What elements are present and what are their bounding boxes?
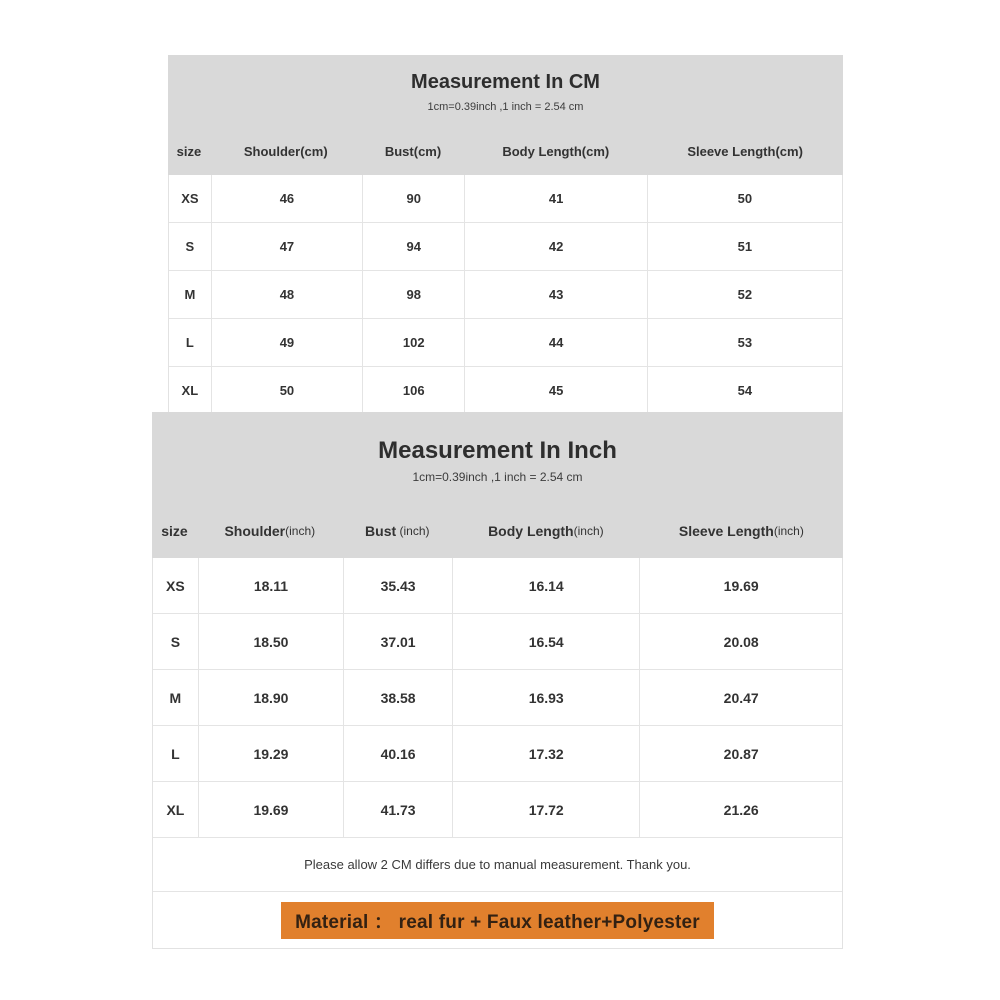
inch-column-header-body-length bbox=[452, 523, 640, 539]
inch-column-header-shoulder bbox=[197, 523, 343, 539]
cm-table-header bbox=[168, 55, 843, 175]
value-cell: 19.69 bbox=[639, 558, 842, 613]
cm-table-body bbox=[168, 175, 843, 415]
size-cell: M bbox=[184, 287, 196, 302]
cm-column-header-size bbox=[168, 144, 210, 159]
value-cell: 90 bbox=[362, 175, 464, 222]
value-cell: 18.90 bbox=[198, 670, 343, 725]
value-cell: 98 bbox=[362, 271, 464, 318]
size-cell: L bbox=[171, 745, 180, 762]
inch-table-subtitle: 1cm=0.39inch ,1 inch = 2.54 cm bbox=[412, 470, 583, 484]
material-banner: Material ： real fur + Faux leather+Polyester bbox=[281, 902, 714, 939]
value-cell: 53 bbox=[647, 319, 842, 366]
inch-table-header bbox=[152, 412, 843, 558]
value-cell: 49 bbox=[211, 319, 362, 366]
value-cell: 41 bbox=[464, 175, 646, 222]
inch-column-header-sleeve-length bbox=[640, 523, 843, 539]
cm-column-header-row bbox=[168, 136, 843, 166]
table-row-m bbox=[153, 669, 842, 725]
value-cell: 17.72 bbox=[452, 782, 639, 837]
cm-table-title: Measurement In CM bbox=[411, 71, 600, 93]
value-cell: 45 bbox=[464, 367, 646, 414]
table-row-l bbox=[153, 725, 842, 781]
column-label: Body Length bbox=[502, 143, 582, 159]
column-label: Bust bbox=[365, 523, 397, 539]
column-label: Shoulder bbox=[224, 523, 286, 539]
cm-column-header-body-length bbox=[464, 144, 647, 159]
table-row-s bbox=[153, 613, 842, 669]
value-cell: 50 bbox=[211, 367, 362, 414]
inch-column-header-bust bbox=[343, 523, 452, 539]
column-unit: (cm) bbox=[300, 143, 328, 159]
value-cell: 18.50 bbox=[198, 614, 343, 669]
value-cell: 40.16 bbox=[343, 726, 452, 781]
value-cell: 43 bbox=[464, 271, 646, 318]
value-cell: 20.08 bbox=[639, 614, 842, 669]
table-row-xs bbox=[153, 558, 842, 613]
value-cell: 51 bbox=[647, 223, 842, 270]
value-cell: 44 bbox=[464, 319, 646, 366]
inch-measurement-table bbox=[152, 412, 843, 949]
cm-measurement-table bbox=[168, 55, 843, 415]
value-cell: 54 bbox=[647, 367, 842, 414]
column-label: size bbox=[176, 143, 202, 159]
cm-column-header-bust bbox=[362, 144, 465, 159]
table-row-l bbox=[169, 318, 842, 366]
value-cell: 50 bbox=[647, 175, 842, 222]
column-unit: (cm) bbox=[775, 143, 803, 159]
column-unit: (inch) bbox=[573, 524, 604, 538]
value-cell: 17.32 bbox=[452, 726, 639, 781]
column-label: Sleeve Length bbox=[678, 523, 774, 539]
value-cell: 20.47 bbox=[639, 670, 842, 725]
value-cell: 41.73 bbox=[343, 782, 452, 837]
inch-table-body bbox=[152, 558, 843, 949]
value-cell: 16.93 bbox=[452, 670, 639, 725]
size-cell: L bbox=[185, 335, 194, 350]
table-row-s bbox=[169, 222, 842, 270]
table-row-xl bbox=[169, 366, 842, 414]
column-unit: (inch) bbox=[285, 524, 316, 538]
cm-column-header-sleeve-length bbox=[647, 144, 843, 159]
table-row-xl bbox=[153, 781, 842, 837]
value-cell: 16.54 bbox=[452, 614, 639, 669]
value-cell: 16.14 bbox=[452, 558, 639, 613]
value-cell: 106 bbox=[362, 367, 464, 414]
column-label: Sleeve Length bbox=[687, 143, 776, 159]
column-unit: (inch) bbox=[396, 524, 430, 538]
inch-column-header-size bbox=[152, 523, 197, 539]
tolerance-note: Please allow 2 CM differs due to manual measurement. Thank you. bbox=[304, 857, 691, 872]
value-cell: 52 bbox=[647, 271, 842, 318]
size-cell: M bbox=[169, 689, 182, 706]
value-cell: 19.69 bbox=[198, 782, 343, 837]
column-unit: (cm) bbox=[581, 143, 610, 159]
size-cell: S bbox=[185, 239, 195, 254]
size-cell: S bbox=[170, 633, 181, 650]
column-label: size bbox=[161, 523, 188, 539]
size-cell: XL bbox=[181, 383, 199, 398]
value-cell: 37.01 bbox=[343, 614, 452, 669]
value-cell: 20.87 bbox=[639, 726, 842, 781]
value-cell: 48 bbox=[211, 271, 362, 318]
size-cell: XS bbox=[181, 191, 199, 206]
column-label: Body Length bbox=[488, 523, 574, 539]
table-row-xs bbox=[169, 175, 842, 222]
inch-column-header-row bbox=[152, 516, 843, 546]
tolerance-note-row bbox=[153, 837, 842, 891]
inch-table-title: Measurement In Inch bbox=[378, 437, 617, 464]
table-row-m bbox=[169, 270, 842, 318]
value-cell: 19.29 bbox=[198, 726, 343, 781]
column-unit: (inch) bbox=[773, 524, 804, 538]
column-unit: (cm) bbox=[413, 143, 442, 159]
cm-table-subtitle: 1cm=0.39inch ,1 inch = 2.54 cm bbox=[427, 101, 584, 113]
value-cell: 47 bbox=[211, 223, 362, 270]
size-cell: XS bbox=[166, 577, 185, 594]
value-cell: 102 bbox=[362, 319, 464, 366]
cm-column-header-shoulder bbox=[210, 144, 362, 159]
material-row bbox=[153, 891, 842, 948]
column-label: Bust bbox=[384, 143, 414, 159]
size-cell: XL bbox=[166, 801, 185, 818]
value-cell: 21.26 bbox=[639, 782, 842, 837]
value-cell: 46 bbox=[211, 175, 362, 222]
value-cell: 38.58 bbox=[343, 670, 452, 725]
value-cell: 35.43 bbox=[343, 558, 452, 613]
value-cell: 94 bbox=[362, 223, 464, 270]
value-cell: 42 bbox=[464, 223, 646, 270]
column-label: Shoulder bbox=[243, 143, 301, 159]
value-cell: 18.11 bbox=[198, 558, 343, 613]
